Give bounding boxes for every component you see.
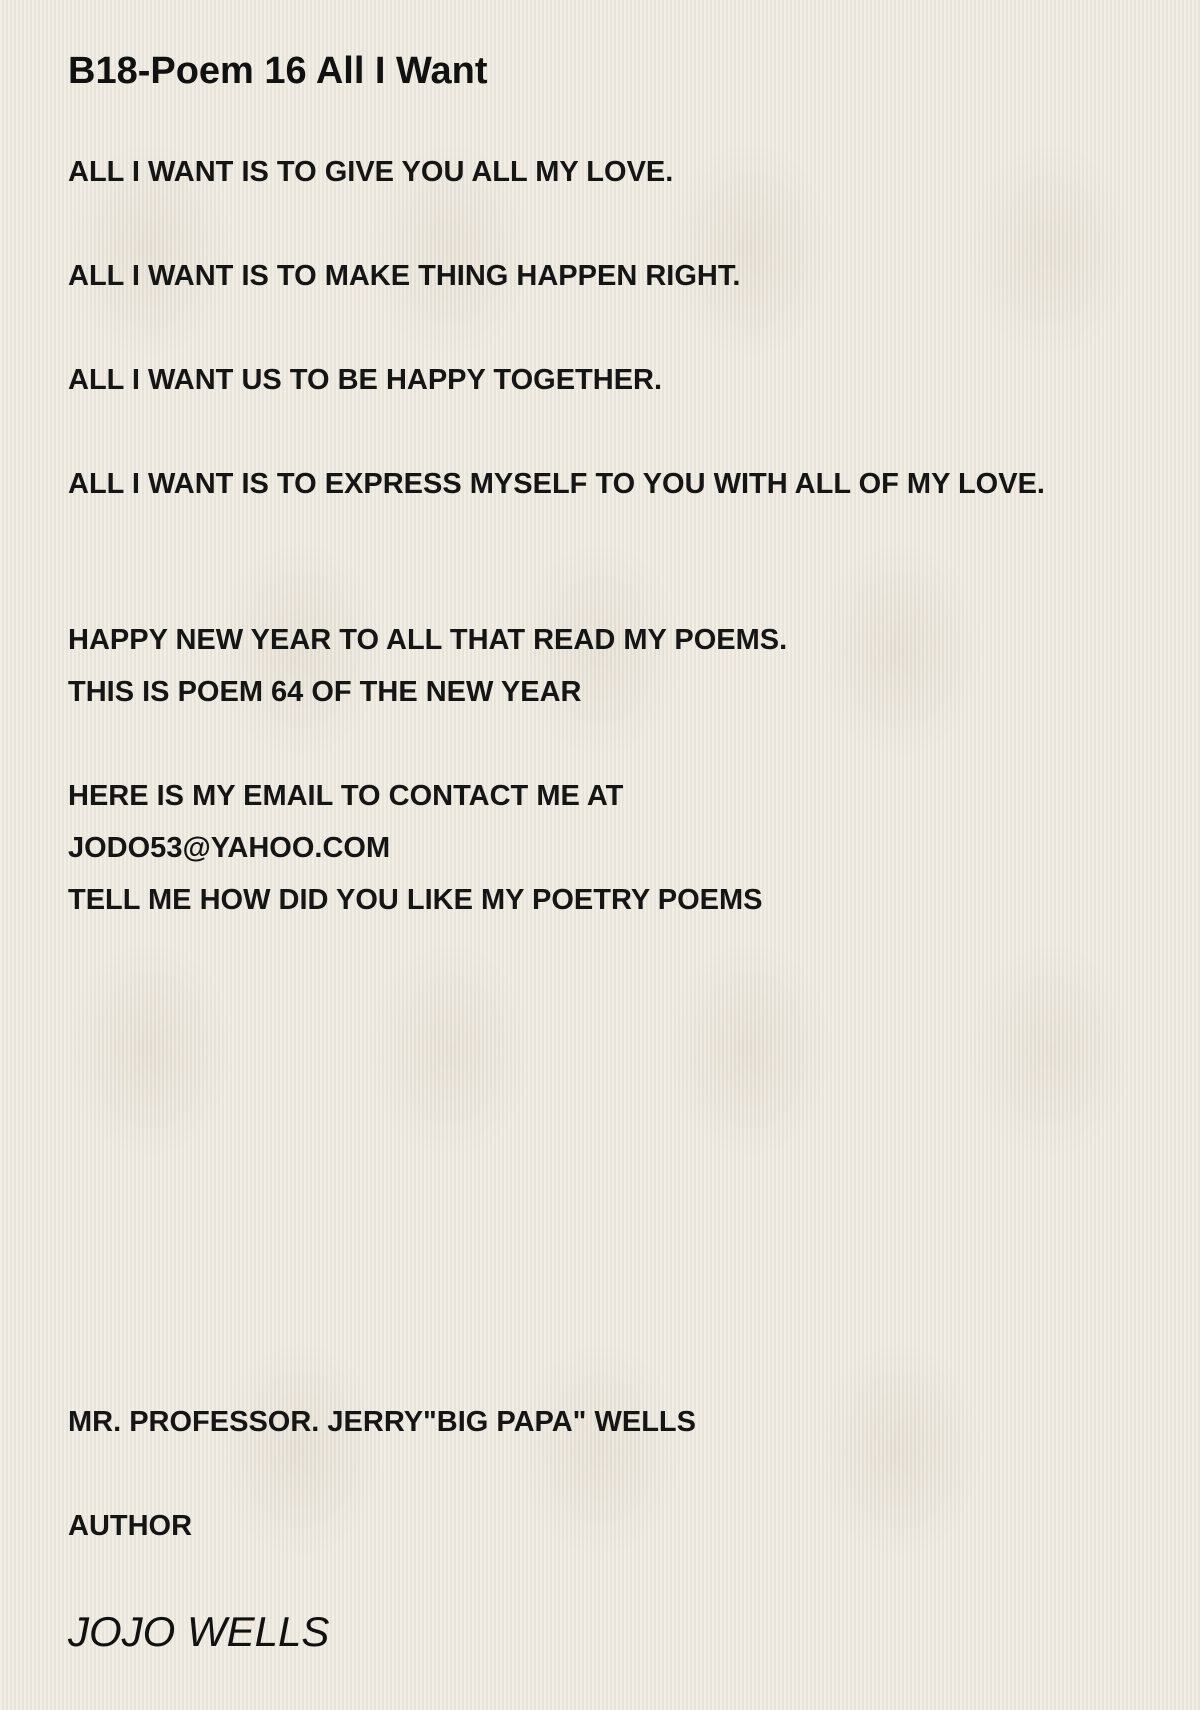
author-name-line: MR. PROFESSOR. JERRY"BIG PAPA" WELLS [68, 1406, 696, 1438]
poem-line: ALL I WANT US TO BE HAPPY TOGETHER. [68, 364, 663, 396]
email-text: JODO53@YAHOO.COM [68, 832, 391, 864]
poem-line: ALL I WANT IS TO EXPRESS MYSELF TO YOU WITH ALL OF MY LOVE. [68, 468, 1045, 500]
poem-line: THIS IS POEM 64 OF THE NEW YEAR [68, 676, 582, 708]
poem-line: ALL I WANT IS TO MAKE THING HAPPEN RIGHT. [68, 260, 741, 292]
poem-line: HAPPY NEW YEAR TO ALL THAT READ MY POEMS. [68, 624, 788, 656]
author-signature: JOJO WELLS [68, 1608, 330, 1655]
poem-line: TELL ME HOW DID YOU LIKE MY POETRY POEMS [68, 884, 763, 916]
author-label: AUTHOR [68, 1510, 193, 1542]
poem-title: B18-Poem 16 All I Want [68, 50, 488, 92]
poem-line: ALL I WANT IS TO GIVE YOU ALL MY LOVE. [68, 156, 674, 188]
poem-line: HERE IS MY EMAIL TO CONTACT ME AT [68, 780, 624, 812]
